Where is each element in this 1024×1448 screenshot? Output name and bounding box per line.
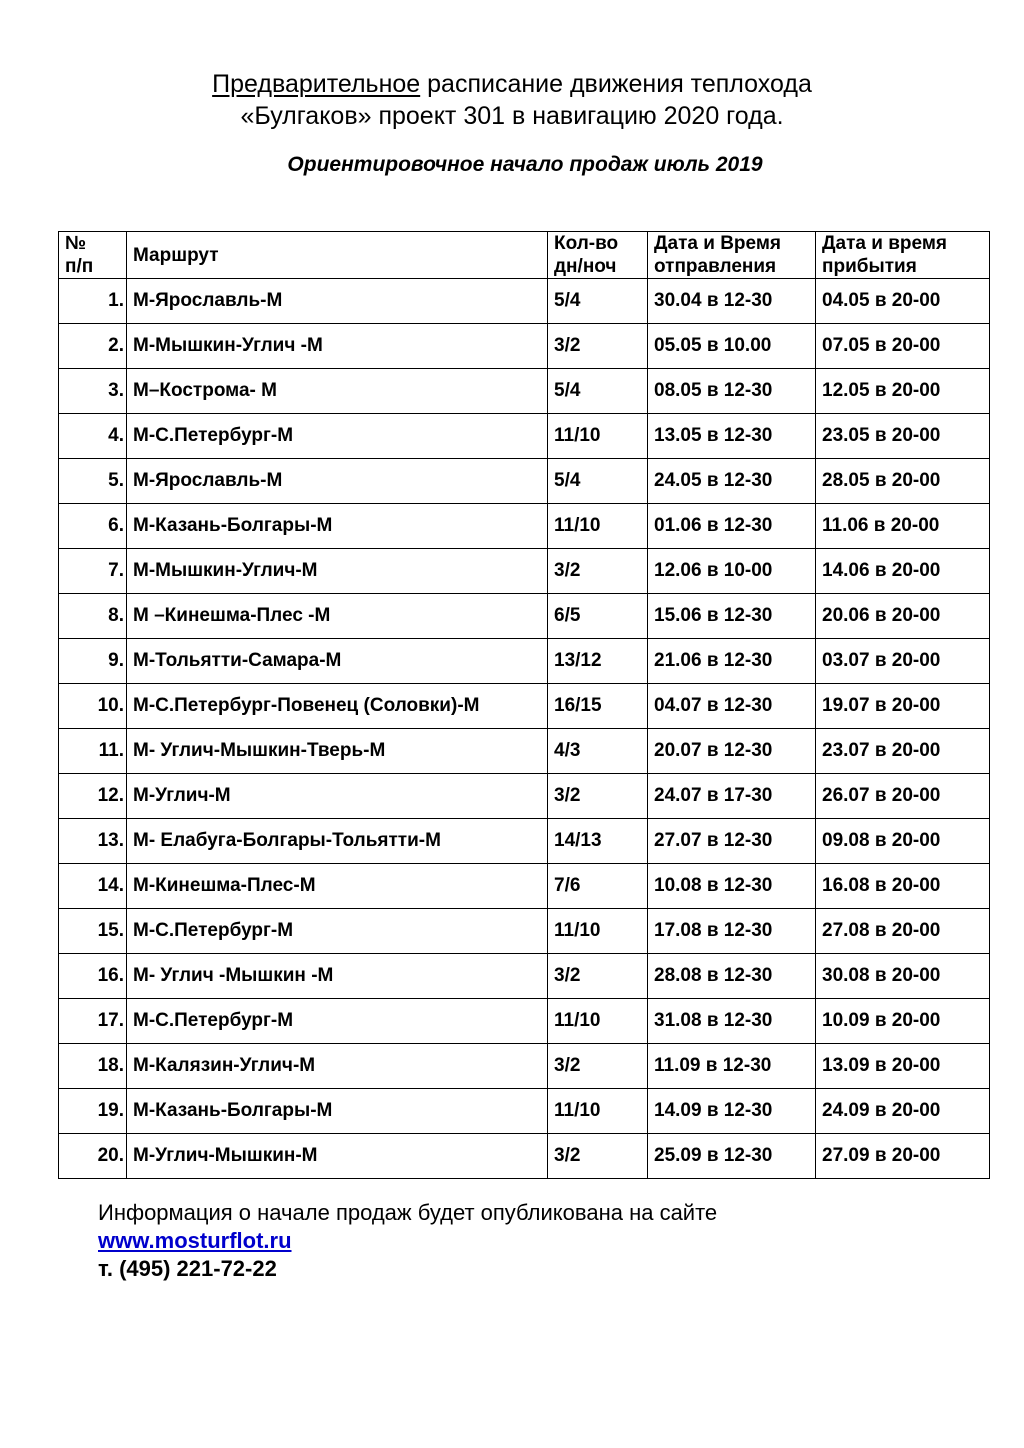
- table-row: [59, 819, 990, 864]
- row-arrival: 04.05 в 20-00: [816, 279, 990, 324]
- row-departure: 04.07 в 12-30: [648, 684, 816, 729]
- row-route: М-Ярославль-М: [127, 459, 548, 504]
- row-departure: 01.06 в 12-30: [648, 504, 816, 549]
- table-row: [59, 369, 990, 414]
- row-departure: 13.05 в 12-30: [648, 414, 816, 459]
- row-number: 1.: [59, 279, 127, 324]
- row-arrival: 27.09 в 20-00: [816, 1134, 990, 1179]
- row-number: 7.: [59, 549, 127, 594]
- table-row: [59, 1134, 990, 1179]
- row-number: 5.: [59, 459, 127, 504]
- row-days: 5/4: [548, 459, 648, 504]
- header-days-line2: дн/ноч: [554, 256, 617, 277]
- row-days: 5/4: [548, 369, 648, 414]
- row-days: 6/5: [548, 594, 648, 639]
- row-days: 3/2: [548, 774, 648, 819]
- table-row: [59, 864, 990, 909]
- title-underlined-word: Предварительное: [212, 70, 421, 98]
- header-num-line1: №: [65, 233, 87, 254]
- phone-number: т. (495) 221-72-22: [98, 1256, 277, 1281]
- row-arrival: 09.08 в 20-00: [816, 819, 990, 864]
- row-arrival: 19.07 в 20-00: [816, 684, 990, 729]
- row-arrival: 20.06 в 20-00: [816, 594, 990, 639]
- row-number: 9.: [59, 639, 127, 684]
- row-arrival: 16.08 в 20-00: [816, 864, 990, 909]
- row-days: 14/13: [548, 819, 648, 864]
- header-route: Маршрут: [127, 232, 548, 279]
- table-row: [59, 504, 990, 549]
- website-link[interactable]: www.mosturflot.ru: [98, 1228, 292, 1253]
- row-departure: 10.08 в 12-30: [648, 864, 816, 909]
- row-departure: 30.04 в 12-30: [648, 279, 816, 324]
- row-days: 13/12: [548, 639, 648, 684]
- row-departure: 20.07 в 12-30: [648, 729, 816, 774]
- row-arrival: 10.09 в 20-00: [816, 999, 990, 1044]
- row-number: 4.: [59, 414, 127, 459]
- row-arrival: 24.09 в 20-00: [816, 1089, 990, 1134]
- row-days: 11/10: [548, 1089, 648, 1134]
- row-days: 3/2: [548, 549, 648, 594]
- row-departure: 12.06 в 10-00: [648, 549, 816, 594]
- row-number: 19.: [59, 1089, 127, 1134]
- row-route: М –Кинешма-Плес -М: [127, 594, 548, 639]
- row-days: 7/6: [548, 864, 648, 909]
- table-row: [59, 279, 990, 324]
- table-row: [59, 954, 990, 999]
- header-arrival-line2: прибытия: [822, 256, 917, 277]
- row-number: 8.: [59, 594, 127, 639]
- row-route: М-Углич-М: [127, 774, 548, 819]
- table-row: [59, 729, 990, 774]
- row-arrival: 30.08 в 20-00: [816, 954, 990, 999]
- row-number: 10.: [59, 684, 127, 729]
- table-row: [59, 324, 990, 369]
- row-arrival: 23.05 в 20-00: [816, 414, 990, 459]
- row-days: 11/10: [548, 414, 648, 459]
- header-days-line1: Кол-во: [554, 233, 619, 254]
- footer: [98, 1199, 717, 1283]
- row-departure: 17.08 в 12-30: [648, 909, 816, 954]
- row-departure: 11.09 в 12-30: [648, 1044, 816, 1089]
- row-route: М-Углич-Мышкин-М: [127, 1134, 548, 1179]
- row-route: М-Мышкин-Углич-М: [127, 549, 548, 594]
- row-days: 5/4: [548, 279, 648, 324]
- table-row: [59, 594, 990, 639]
- row-departure: 28.08 в 12-30: [648, 954, 816, 999]
- table-row: [59, 909, 990, 954]
- table-row: [59, 459, 990, 504]
- footer-info: Информация о начале продаж будет опубликована на сайте: [98, 1200, 718, 1225]
- row-departure: 24.07 в 17-30: [648, 774, 816, 819]
- page-subtitle: Ориентировочное начало продаж июль 2019: [287, 153, 763, 176]
- schedule-body: [59, 279, 990, 1179]
- row-number: 14.: [59, 864, 127, 909]
- row-route: М-С.Петербург-М: [127, 999, 548, 1044]
- row-days: 3/2: [548, 324, 648, 369]
- row-route: М-Ярославль-М: [127, 279, 548, 324]
- row-arrival: 14.06 в 20-00: [816, 549, 990, 594]
- row-number: 3.: [59, 369, 127, 414]
- row-days: 3/2: [548, 1044, 648, 1089]
- row-days: 16/15: [548, 684, 648, 729]
- schedule-table: [58, 231, 990, 1179]
- header-num-line2: п/п: [65, 256, 94, 277]
- row-route: М-Казань-Болгары-М: [127, 504, 548, 549]
- row-departure: 21.06 в 12-30: [648, 639, 816, 684]
- header-num: [59, 232, 127, 279]
- row-route: М–Кострома- М: [127, 369, 548, 414]
- row-arrival: 07.05 в 20-00: [816, 324, 990, 369]
- table-row: [59, 1089, 990, 1134]
- row-arrival: 13.09 в 20-00: [816, 1044, 990, 1089]
- table-row: [59, 549, 990, 594]
- header-departure: [648, 232, 816, 279]
- row-departure: 25.09 в 12-30: [648, 1134, 816, 1179]
- row-departure: 27.07 в 12-30: [648, 819, 816, 864]
- row-arrival: 03.07 в 20-00: [816, 639, 990, 684]
- title-rest: расписание движения теплохода: [420, 70, 812, 98]
- table-row: [59, 774, 990, 819]
- row-arrival: 28.05 в 20-00: [816, 459, 990, 504]
- row-days: 3/2: [548, 1134, 648, 1179]
- row-days: 4/3: [548, 729, 648, 774]
- table-row: [59, 999, 990, 1044]
- row-number: 6.: [59, 504, 127, 549]
- row-route: М-С.Петербург-М: [127, 414, 548, 459]
- header-departure-line1: Дата и Время: [654, 233, 781, 254]
- table-row: [59, 414, 990, 459]
- row-route: М-С.Петербург-Повенец (Соловки)-М: [127, 684, 548, 729]
- row-departure: 31.08 в 12-30: [648, 999, 816, 1044]
- row-arrival: 11.06 в 20-00: [816, 504, 990, 549]
- row-arrival: 23.07 в 20-00: [816, 729, 990, 774]
- row-arrival: 27.08 в 20-00: [816, 909, 990, 954]
- row-route: М-Мышкин-Углич -М: [127, 324, 548, 369]
- row-number: 17.: [59, 999, 127, 1044]
- row-route: М- Углич-Мышкин-Тверь-М: [127, 729, 548, 774]
- row-days: 11/10: [548, 504, 648, 549]
- row-arrival: 26.07 в 20-00: [816, 774, 990, 819]
- table-row: [59, 684, 990, 729]
- row-route: М-Калязин-Углич-М: [127, 1044, 548, 1089]
- row-departure: 14.09 в 12-30: [648, 1089, 816, 1134]
- row-route: М-С.Петербург-М: [127, 909, 548, 954]
- row-number: 16.: [59, 954, 127, 999]
- row-number: 12.: [59, 774, 127, 819]
- row-number: 13.: [59, 819, 127, 864]
- page-title-line2: «Булгаков» проект 301 в навигацию 2020 года.: [240, 102, 784, 130]
- row-arrival: 12.05 в 20-00: [816, 369, 990, 414]
- table-header-row: [59, 232, 990, 279]
- table-row: [59, 1044, 990, 1089]
- row-route: М- Елабуга-Болгары-Тольятти-М: [127, 819, 548, 864]
- header-departure-line2: отправления: [654, 256, 777, 277]
- header-arrival: [816, 232, 990, 279]
- header-days: [548, 232, 648, 279]
- row-days: 11/10: [548, 999, 648, 1044]
- table-row: [59, 639, 990, 684]
- row-number: 18.: [59, 1044, 127, 1089]
- row-departure: 24.05 в 12-30: [648, 459, 816, 504]
- row-number: 20.: [59, 1134, 127, 1179]
- row-number: 2.: [59, 324, 127, 369]
- row-route: М-Казань-Болгары-М: [127, 1089, 548, 1134]
- row-number: 11.: [59, 729, 127, 774]
- row-route: М-Кинешма-Плес-М: [127, 864, 548, 909]
- page-title-line1: [0, 69, 1024, 100]
- row-route: М-Тольятти-Самара-М: [127, 639, 548, 684]
- row-route: М- Углич -Мышкин -М: [127, 954, 548, 999]
- row-departure: 15.06 в 12-30: [648, 594, 816, 639]
- row-days: 11/10: [548, 909, 648, 954]
- row-number: 15.: [59, 909, 127, 954]
- header-arrival-line1: Дата и время: [822, 233, 947, 254]
- row-departure: 08.05 в 12-30: [648, 369, 816, 414]
- row-departure: 05.05 в 10.00: [648, 324, 816, 369]
- row-days: 3/2: [548, 954, 648, 999]
